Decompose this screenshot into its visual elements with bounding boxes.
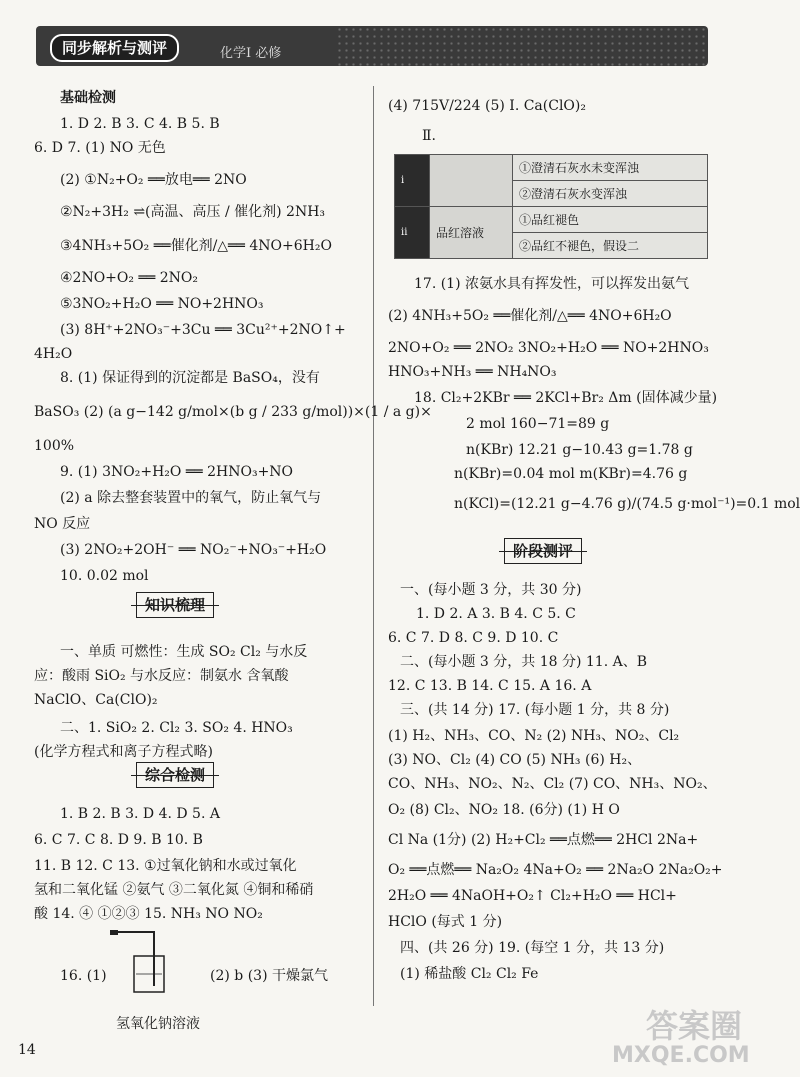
text-line: (1) 稀盐酸 Cl₂ Cl₂ Fe xyxy=(400,966,539,982)
text-line: 6. D 7. (1) NO 无色 xyxy=(34,140,166,156)
row-result: ②澄清石灰水变浑浊 xyxy=(513,181,708,207)
section-heading: 知识梳理 xyxy=(136,592,214,618)
text-line: O₂ ══点燃══ Na₂O₂ 4Na+O₂ ══ 2Na₂O 2Na₂O₂+ xyxy=(388,862,723,878)
text-line: 应：酸雨 SiO₂ 与水反应：制氨水 含氧酸 xyxy=(34,668,289,684)
text-line: 6. C 7. C 8. D 9. B 10. B xyxy=(34,832,203,848)
table-row xyxy=(395,207,708,233)
text-line: (3) 2NO₂+2OH⁻ ══ NO₂⁻+NO₃⁻+H₂O xyxy=(60,542,327,558)
text-line: ⑤3NO₂+H₂O ══ NO+2HNO₃ xyxy=(60,296,264,312)
row-method: 品红溶液 xyxy=(430,207,513,259)
watermark-logo xyxy=(612,1007,750,1071)
beaker-icon xyxy=(130,930,170,996)
text-line: 氢和二氧化锰 ②氨气 ③二氧化氮 ④铜和稀硝 xyxy=(34,882,314,898)
text-line: 一、单质 可燃性：生成 SO₂ Cl₂ 与水反 xyxy=(60,644,308,660)
section-heading: 阶段测评 xyxy=(504,538,582,564)
text-line: CO、NH₃、NO₂、N₂、Cl₂ (7) CO、NH₃、NO₂、 xyxy=(388,776,717,792)
text-line: 18. Cl₂+2KBr ══ 2KCl+Br₂ Δm (固体减少量) xyxy=(414,390,718,406)
row-key: ii xyxy=(395,207,430,259)
text-line: 4H₂O xyxy=(34,346,73,362)
page-header xyxy=(36,26,708,66)
text-line: 6. C 7. D 8. C 9. D 10. C xyxy=(388,630,559,646)
header-subtitle: 化学Ⅰ 必修 xyxy=(220,46,282,61)
text-line: 2H₂O ══ 4NaOH+O₂↑ Cl₂+H₂O ══ HCl+ xyxy=(388,888,677,904)
text-line: 11. B 12. C 13. ①过氧化钠和水或过氧化 xyxy=(34,858,297,874)
text-line: 四、(共 26 分) 19. (每空 1 分，共 13 分) xyxy=(400,940,665,956)
watermark-text: 答案圈 xyxy=(645,1007,742,1045)
text-line: 8. (1) 保证得到的沉淀都是 BaSO₄，没有 xyxy=(60,370,320,386)
text-line: 基础检测 xyxy=(60,90,116,106)
row-key: i xyxy=(395,155,430,207)
answer-table xyxy=(394,154,708,259)
text-line: 1. B 2. B 3. D 4. D 5. A xyxy=(60,806,220,822)
text-line: 二、1. SiO₂ 2. Cl₂ 3. SO₂ 4. HNO₃ xyxy=(60,720,293,736)
header-pattern xyxy=(336,26,708,66)
text-line: 1. D 2. B 3. C 4. B 5. B xyxy=(60,116,220,132)
text-line: 2NO+O₂ ══ 2NO₂ 3NO₂+H₂O ══ NO+2HNO₃ xyxy=(388,340,709,356)
text-line: 100% xyxy=(34,438,75,454)
text-line: (3) NO、Cl₂ (4) CO (5) NH₃ (6) H₂、 xyxy=(388,752,642,768)
text-line: ④2NO+O₂ ══ 2NO₂ xyxy=(60,270,199,286)
row-result: ②品红不褪色，假设二 xyxy=(513,233,708,259)
text-line: n(KCl)=(12.21 g−4.76 g)/(74.5 g·mol⁻¹)=0.1 mol xyxy=(454,496,800,512)
text-line: (3) 8H⁺+2NO₃⁻+3Cu ══ 3Cu²⁺+2NO↑+ xyxy=(60,322,346,338)
text-line: (2) 4NH₃+5O₂ ══催化剂/△══ 4NO+6H₂O xyxy=(388,308,672,324)
text-line: 2 mol 160−71=89 g xyxy=(466,416,610,432)
text-line: 10. 0.02 mol xyxy=(60,568,149,584)
text-line: (2) a 除去整套装置中的氧气，防止氧气与 xyxy=(60,490,322,506)
text-line: (4) 715V/224 (5) Ⅰ. Ca(ClO)₂ xyxy=(388,98,586,114)
text-line: Ⅱ. xyxy=(422,128,436,144)
watermark-url: MXQE.COM xyxy=(612,1043,750,1068)
row-result: ①澄清石灰水未变浑浊 xyxy=(513,155,708,181)
text-line: (2) ①N₂+O₂ ══放电══ 2NO xyxy=(60,172,247,188)
text-line: BaSO₃ (2) (a g−142 g/mol×(b g / 233 g/mol))×(1 / a g)× xyxy=(34,404,432,420)
row-method xyxy=(430,155,513,207)
text-line: 酸 14. ④ ①②③ 15. NH₃ NO NO₂ xyxy=(34,906,263,922)
text-line: (1) H₂、NH₃、CO、N₂ (2) NH₃、NO₂、Cl₂ xyxy=(388,728,680,744)
row-result: ①品红褪色 xyxy=(513,207,708,233)
text-line: 17. (1) 浓氨水具有挥发性，可以挥发出氨气 xyxy=(414,276,689,292)
text-line: 16. (1) xyxy=(60,968,107,984)
page-number: 14 xyxy=(18,1042,36,1058)
text-line: NaClO、Ca(ClO)₂ xyxy=(34,692,158,708)
text-line: ③4NH₃+5O₂ ══催化剂/△══ 4NO+6H₂O xyxy=(60,238,332,254)
text-line: 一、(每小题 3 分，共 30 分) xyxy=(400,582,582,598)
text-line: 12. C 13. B 14. C 15. A 16. A xyxy=(388,678,592,694)
text-line: HNO₃+NH₃ ══ NH₄NO₃ xyxy=(388,364,557,380)
table-row xyxy=(395,155,708,181)
text-line: 1. D 2. A 3. B 4. C 5. C xyxy=(416,606,576,622)
text-line: n(KBr) 12.21 g−10.43 g=1.78 g xyxy=(466,442,693,458)
text-line: HClO (每式 1 分) xyxy=(388,914,503,930)
text-line: Cl Na (1分) (2) H₂+Cl₂ ══点燃══ 2HCl 2Na+ xyxy=(388,832,699,848)
column-divider xyxy=(373,86,374,1006)
section-heading: 综合检测 xyxy=(136,762,214,788)
text-line: ②N₂+3H₂ ⇌(高温、高压 / 催化剂) 2NH₃ xyxy=(60,204,326,220)
text-line: O₂ (8) Cl₂、NO₂ 18. (6分) (1) H O xyxy=(388,802,620,818)
text-line: 9. (1) 3NO₂+H₂O ══ 2HNO₃+NO xyxy=(60,464,294,480)
text-line: 二、(每小题 3 分，共 18 分) 11. A、B xyxy=(400,654,648,670)
text-line: NO 反应 xyxy=(34,516,91,532)
text-line: (2) b (3) 干燥氯气 xyxy=(210,968,328,984)
text-line: n(KBr)=0.04 mol m(KBr)=4.76 g xyxy=(454,466,688,482)
text-line: 氢氧化钠溶液 xyxy=(116,1016,200,1032)
text-line: 三、(共 14 分) 17. (每小题 1 分，共 8 分) xyxy=(400,702,670,718)
header-title: 同步解析与测评 xyxy=(50,34,179,62)
text-line: (化学方程式和离子方程式略) xyxy=(34,744,213,760)
